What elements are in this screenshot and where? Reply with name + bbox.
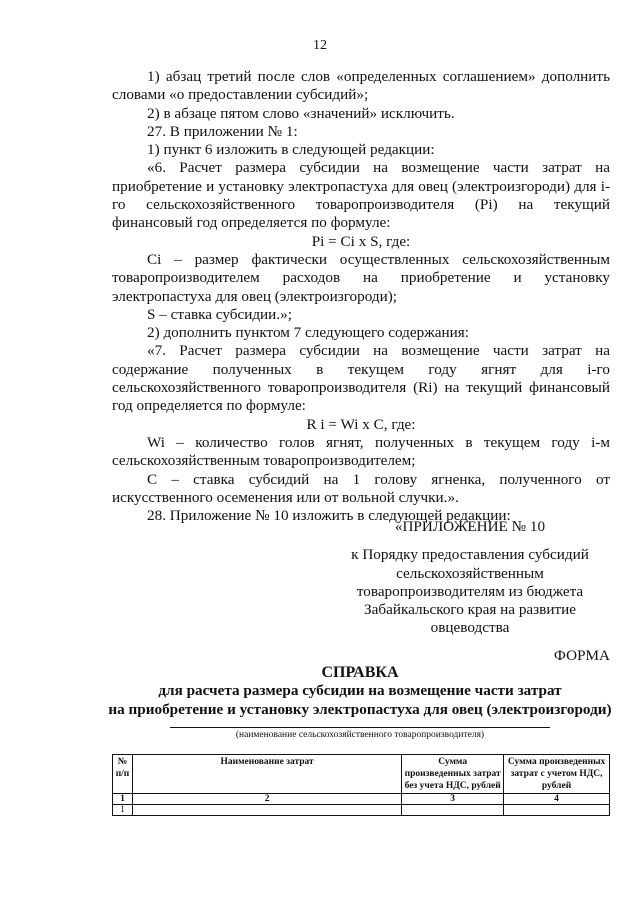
- table-cell: 1: [113, 794, 133, 805]
- paragraph: 27. В приложении № 1:: [147, 122, 298, 140]
- title-line: СПРАВКА: [321, 664, 399, 681]
- table-row: [113, 805, 610, 816]
- table-header: Наименование затрат: [132, 755, 401, 794]
- table-cell: [504, 805, 610, 816]
- paragraph: 2) дополнить пунктом 7 следующего содержания:: [147, 324, 469, 342]
- table-header: Сумма произведенных затрат без учета НДС, рублей: [402, 755, 504, 794]
- table-cell: 2: [132, 794, 401, 805]
- costs-table: [112, 754, 610, 816]
- table-header: № п/п: [113, 755, 133, 794]
- paragraph: 28. Приложение № 10 изложить в следующей редакции:: [147, 507, 511, 525]
- producer-name-line: [170, 727, 550, 728]
- paragraph: C – ставка субсидий на 1 голову ягненка, полученного от искусственного осеменения или от вольной случки.».: [112, 470, 610, 506]
- appendix-block: [330, 518, 610, 638]
- form-label: ФОРМА: [553, 647, 610, 664]
- table-cell: 4: [504, 794, 610, 805]
- appendix-heading: «ПРИЛОЖЕНИЕ № 10: [394, 518, 546, 535]
- table-cell: [402, 805, 504, 816]
- paragraph: «7. Расчет размера субсидии на возмещение части затрат на содержание полученных в текущем году ягнят для i-го сельскохозяйственного товаропроизводителя (Ri) на текущий финансовый год определяется по формуле:: [112, 342, 610, 415]
- paragraph: 2) в абзаце пятом слово «значений» исключить.: [147, 104, 455, 122]
- appendix-text: к Порядку предоставления субсидий сельскохозяйственным товаропроизводителям из бюджета Забайкальского края на развитие овцеводства: [351, 546, 589, 637]
- body-text: [112, 68, 610, 525]
- subtitle-line: для расчета размера субсидии на возмещение части затрат: [158, 682, 562, 700]
- paragraph: 1) пункт 6 изложить в следующей редакции:: [147, 141, 435, 159]
- formula: R i = Wi x C, где:: [306, 415, 416, 433]
- formula: Pi = Ci x S, где:: [311, 232, 411, 250]
- page-number: 12: [313, 38, 327, 53]
- paragraph: S – ставка субсидии.»;: [147, 305, 292, 323]
- paragraph: Ci – размер фактически осуществленных сельскохозяйственным товаропроизводителем расходов на приобретение и установку электропастуха для овец (электроизгороди);: [112, 250, 610, 305]
- table-cell: 3: [402, 794, 504, 805]
- paragraph: «6. Расчет размера субсидии на возмещение части затрат на приобретение и установку электропастуха для овец (электроизгороди) для i-го сельскохозяйственного товаропроизводителя (Pi) на текущий финансовый год определяется по формуле:: [112, 159, 610, 232]
- table-header: Сумма произведенных затрат с учетом НДС, рублей: [504, 755, 610, 794]
- document-title: [100, 664, 620, 719]
- table-cell: 1: [113, 805, 133, 816]
- paragraph: 1) абзац третий после слов «определенных соглашением» дополнить словами «о предоставлении субсидий»;: [112, 68, 610, 104]
- producer-name-caption: (наименование сельскохозяйственного товаропроизводителя): [235, 730, 485, 740]
- paragraph: Wi – количество голов ягнят, полученных в текущем году i-м сельскохозяйственным товаропроизводителем;: [112, 433, 610, 470]
- table-header-row: [113, 755, 610, 794]
- table-number-row: [113, 794, 610, 805]
- subtitle-line: на приобретение и установку электропастуха для овец (электроизгороди): [108, 700, 612, 718]
- table-cell: [132, 805, 401, 816]
